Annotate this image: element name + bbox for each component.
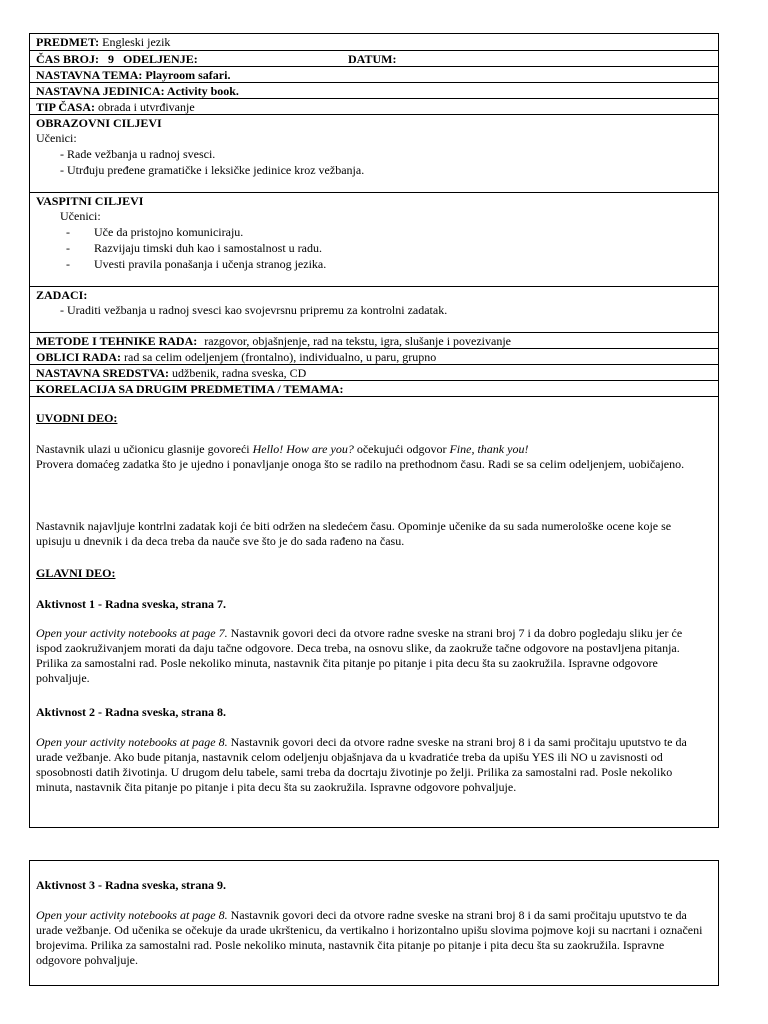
aktivnost-2-text xyxy=(36,735,708,795)
uvodni-p1-a: Nastavnik ulazi u učionicu glasnije govoreći xyxy=(36,442,250,456)
tip-value: obrada i utvrđivanje xyxy=(98,100,195,114)
metode-label: METODE I TEHNIKE RADA: xyxy=(36,334,198,348)
uvodni-p1-line2: Provera domaćeg zadatka što je ujedno i ponavljanje onoga što se radilo na prethodnom času. Radi se sa celim odeljenjem, uobičajeno. xyxy=(36,457,685,471)
tip-label: TIP ČASA: xyxy=(36,100,96,114)
aktivnost-3-body: Nastavnik govori deci da otvore radne sveske na strani broj 8 i da sami pročitaju uputstvo te da urade vežbanje. Od učenika se očekuje da urade ukrštenicu, da vertikalno i horizontalno upišu slovima pojmove koji su nacrtani i označeni brojevima. Prilika za samostalni rad. Posle nekoliko minuta, nastavnik čita pitanje po pitanje i pita decu šta su zaokružila. Ispravne odgovore pohvaljuje. xyxy=(36,908,703,967)
jedinica-row xyxy=(30,82,718,98)
aktivnost-1-title: Aktivnost 1 - Radna sveska, strana 7. xyxy=(36,597,227,611)
aktivnost-3-instruction: Open your activity notebooks at page 8. xyxy=(36,908,228,922)
uvodni-p1-c: očekujući odgovor xyxy=(356,442,447,456)
odeljenje-label: ODELJENJE: xyxy=(123,52,198,66)
sredstva-value: udžbenik, radna sveska, CD xyxy=(172,366,307,380)
tip-row xyxy=(30,98,718,114)
obrazovni-title: OBRAZOVNI CILJEVI xyxy=(36,116,162,130)
obrazovni-item: - Rade vežbanja u radnoj svesci. xyxy=(60,147,216,161)
vaspitni-title: VASPITNI CILJEVI xyxy=(36,194,144,208)
zadaci-title: ZADACI: xyxy=(36,288,88,302)
zadaci-text: - Uraditi vežbanja u radnoj svesci kao svojevrsnu pripremu za kontrolni zadatak. xyxy=(60,303,448,317)
predmet-row xyxy=(30,34,718,50)
aktivnost-1-instruction: Open your activity notebooks at page 7. xyxy=(36,626,228,640)
oblici-row xyxy=(30,348,718,364)
obrazovni-intro: Učenici: xyxy=(36,131,77,145)
cas-value: 9 xyxy=(108,52,115,66)
predmet-value: Engleski jezik xyxy=(102,35,171,49)
aktivnost-1-text xyxy=(36,626,708,686)
cas-label: ČAS BROJ: xyxy=(36,52,100,66)
predmet-label: PREDMET: xyxy=(36,35,100,49)
glavni-title: GLAVNI DEO: xyxy=(36,566,116,580)
obrazovni-ciljevi-section xyxy=(30,114,718,192)
datum-label: DATUM: xyxy=(348,52,397,66)
bullet-dash: - xyxy=(66,225,70,239)
vaspitni-item: Uvesti pravila ponašanja i učenja stranog jezika. xyxy=(94,257,327,271)
vaspitni-ciljevi-section xyxy=(30,192,718,286)
bullet-dash: - xyxy=(66,241,70,255)
metode-value: razgovor, objašnjenje, rad na tekstu, igra, slušanje i povezivanje xyxy=(204,334,511,348)
continuation-box xyxy=(29,860,719,986)
uvodni-title: UVODNI DEO: xyxy=(36,411,118,425)
sredstva-label: NASTAVNA SREDSTVA: xyxy=(36,366,170,380)
lesson-body-section xyxy=(30,396,718,827)
aktivnost-1-body: Nastavnik govori deci da otvore radne sveske na strani broj 7 i da dobro pogledaju sliku jer će ispod zaokruživanjem morati da daju tačne odgovore. Deca treba, na osnovu slike, da zaokruže tačne odgovore na postavljena pitanja. Prilika za samostalni rad. Posle nekoliko minuta, nastavnik čita pitanje po pitanje i pita decu šta su zaokružila. Ispravne odgovore pohvaljuje. xyxy=(36,626,683,685)
korelacija-row xyxy=(30,380,718,396)
tema-value: Playroom safari. xyxy=(145,68,231,82)
oblici-value: rad sa celim odeljenjem (frontalno), individualno, u paru, grupno xyxy=(124,350,437,364)
aktivnost-2-title: Aktivnost 2 - Radna sveska, strana 8. xyxy=(36,705,227,719)
obrazovni-item: - Utrđuju pređene gramatičke i leksičke jedinice kroz vežbanja. xyxy=(60,163,365,177)
lesson-plan-table xyxy=(29,33,719,828)
aktivnost-2-instruction: Open your activity notebooks at page 8. xyxy=(36,735,228,749)
uvodni-p1-b: Hello! How are you? xyxy=(252,442,354,456)
vaspitni-item: Razvijaju timski duh kao i samostalnost u radu. xyxy=(94,241,322,255)
vaspitni-item: Uče da pristojno komuniciraju. xyxy=(94,225,244,239)
vaspitni-intro: Učenici: xyxy=(60,209,101,223)
bullet-dash: - xyxy=(66,257,70,271)
aktivnost-2-body: Nastavnik govori deci da otvore radne sveske na strani broj 8 i da sami pročitaju uputstvo te da urade vežbanje. Ako bude pitanja, nastavnik celom odeljenju objašnjava da u kvadratiće treba da upišu YES ili NO u zavisnosti od sposobnosti datih životinja. U drugom delu tabele, sami treba da docrtaju životinje po želji. Prilika za samostalni rad. Posle nekoliko minuta, nastavnik čita pitanje po pitanje i pita decu šta su zaokružila. Ispravne odgovore pohvaljuje. xyxy=(36,735,687,794)
tema-label: NASTAVNA TEMA: xyxy=(36,68,143,82)
korelacija-label: KORELACIJA SA DRUGIM PREDMETIMA / TEMAMA: xyxy=(36,382,344,396)
metode-row xyxy=(30,332,718,348)
uvodni-paragraph-2: Nastavnik najavljuje kontrlni zadatak koji će biti održen na sledećem času. Opominje učenike da su sada numerološke ocene koje se upisuju u dnevnik i da deca treba da nauče sve što je do sada rađeno na času. xyxy=(36,519,672,548)
uvodni-paragraph-1 xyxy=(36,442,708,472)
oblici-label: OBLICI RADA: xyxy=(36,350,122,364)
aktivnost-3-text xyxy=(36,908,708,968)
aktivnost-3-title: Aktivnost 3 - Radna sveska, strana 9. xyxy=(36,878,227,892)
cas-row xyxy=(30,50,718,66)
uvodni-p1-d: Fine, thank you! xyxy=(449,442,529,456)
zadaci-section xyxy=(30,286,718,332)
jedinica-label: NASTAVNA JEDINICA: xyxy=(36,84,165,98)
sredstva-row xyxy=(30,364,718,380)
jedinica-value: Activity book. xyxy=(166,84,239,98)
tema-row xyxy=(30,66,718,82)
